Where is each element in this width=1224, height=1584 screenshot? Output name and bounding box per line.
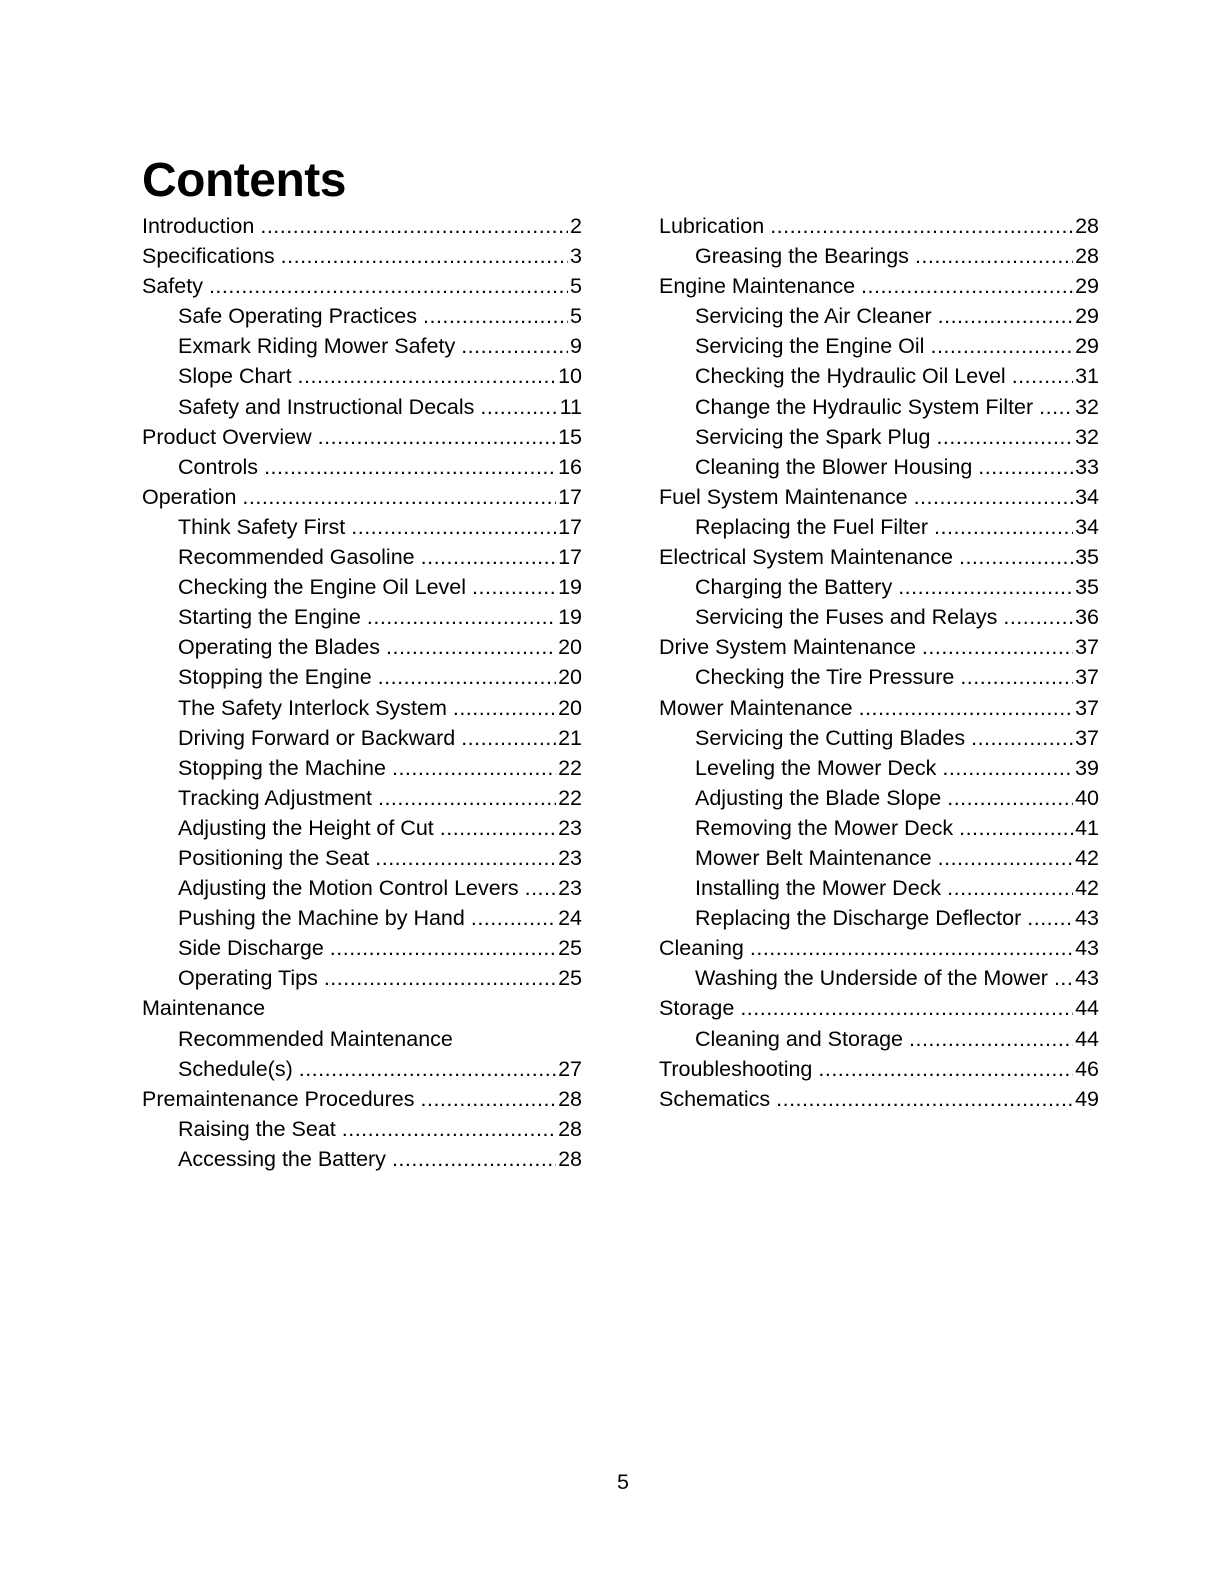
toc-entry-title: Electrical System Maintenance	[659, 545, 953, 570]
toc-entry-page: 11	[559, 394, 582, 419]
toc-entry-title: Drive System Maintenance	[659, 635, 916, 660]
toc-leader-dots	[330, 933, 556, 963]
toc-entry-page: 36	[1075, 605, 1099, 630]
toc-entry[interactable]	[142, 873, 582, 903]
toc-entry[interactable]	[659, 301, 1099, 331]
toc-entry-page: 22	[558, 755, 582, 780]
toc-entry-title: Slope Chart	[178, 364, 292, 389]
toc-leader-dots	[1003, 602, 1073, 632]
toc-entry[interactable]	[659, 1024, 1099, 1054]
toc-leader-dots	[1039, 392, 1073, 422]
toc-entry[interactable]	[142, 753, 582, 783]
toc-entry[interactable]	[142, 602, 582, 632]
toc-entry-page: 37	[1075, 695, 1099, 720]
toc-entry-title: Adjusting the Motion Control Levers	[178, 876, 519, 901]
toc-leader-dots	[260, 211, 568, 241]
toc-entry-title: Schematics	[659, 1086, 771, 1111]
toc-entry-title: Premaintenance Procedures	[142, 1086, 415, 1111]
toc-entry[interactable]	[142, 452, 582, 482]
toc-entry-title: Mower Belt Maintenance	[695, 845, 932, 870]
toc-entry[interactable]	[142, 903, 582, 933]
toc-entry-page: 28	[558, 1146, 582, 1171]
toc-leader-dots	[859, 693, 1073, 723]
toc-entry[interactable]	[659, 542, 1099, 572]
toc-entry-title: Side Discharge	[178, 936, 324, 961]
toc-entry-title: Washing the Underside of the Mower	[695, 966, 1048, 991]
toc-entry-page: 5	[570, 304, 582, 329]
toc-entry-page: 20	[558, 665, 582, 690]
toc-entry-page: 20	[558, 695, 582, 720]
toc-entry-page: 32	[1075, 424, 1099, 449]
toc-entry[interactable]	[142, 482, 582, 512]
toc-entry-page: 33	[1075, 454, 1099, 479]
toc-entry[interactable]	[659, 903, 1099, 933]
toc-entry-title: Stopping the Engine	[178, 665, 372, 690]
toc-entry-title: Lubrication	[659, 214, 765, 238]
toc-entry[interactable]	[659, 662, 1099, 692]
toc-leader-dots	[367, 602, 556, 632]
toc-leader-dots	[525, 873, 556, 903]
toc-entry[interactable]	[142, 632, 582, 662]
toc-entry-page: 10	[558, 364, 582, 389]
toc-entry-title: Exmark Riding Mower Safety	[178, 334, 456, 359]
toc-leader-dots	[242, 482, 556, 512]
toc-entry-title: Charging the Battery	[695, 575, 893, 600]
toc-entry[interactable]	[659, 753, 1099, 783]
toc-entry[interactable]	[659, 211, 1099, 241]
toc-entry-title: Think Safety First	[178, 514, 346, 539]
toc-leader-dots	[959, 813, 1073, 843]
toc-entry[interactable]	[142, 211, 582, 241]
toc-entry[interactable]	[142, 422, 582, 452]
toc-leader-dots	[471, 903, 556, 933]
toc-leader-dots	[440, 813, 556, 843]
toc-entry[interactable]	[659, 422, 1099, 452]
toc-entry[interactable]	[142, 512, 582, 542]
toc-leader-dots	[423, 301, 568, 331]
toc-entry-page: 43	[1075, 936, 1099, 961]
toc-entry-page: 34	[1075, 514, 1099, 539]
toc-entry[interactable]	[142, 783, 582, 813]
toc-entry[interactable]	[142, 392, 582, 422]
toc-leader-dots	[914, 482, 1074, 512]
toc-entry[interactable]	[142, 723, 582, 753]
toc-entry-page: 19	[558, 605, 582, 630]
toc-leader-dots	[461, 723, 556, 753]
toc-entry-page: 29	[1075, 274, 1099, 299]
toc-entry-page: 28	[1075, 214, 1099, 238]
toc-leader-dots	[930, 331, 1073, 361]
toc-entry-page: 25	[558, 966, 582, 991]
toc-entry[interactable]	[142, 542, 582, 572]
toc-entry-page: 22	[558, 785, 582, 810]
toc-entry-title: The Safety Interlock System	[178, 695, 447, 720]
toc-entry-page: 17	[558, 514, 582, 539]
toc-entry-page: 40	[1075, 785, 1099, 810]
toc-right-column	[659, 211, 1099, 1114]
toc-entry-title: Introduction	[142, 214, 255, 238]
toc-entry-page: 31	[1075, 364, 1099, 389]
toc-leader-dots	[971, 723, 1073, 753]
toc-leader-dots	[740, 993, 1073, 1023]
toc-entry-title: Replacing the Fuel Filter	[695, 514, 929, 539]
toc-entry[interactable]	[142, 693, 582, 723]
toc-entry-title: Tracking Adjustment	[178, 785, 372, 810]
toc-entry-title: Cleaning	[659, 936, 744, 961]
toc-entry[interactable]	[142, 271, 582, 301]
toc-leader-dots	[209, 271, 568, 301]
toc-entry[interactable]	[659, 963, 1099, 993]
toc-entry-page: 25	[558, 936, 582, 961]
toc-entry-page: 44	[1075, 1026, 1099, 1051]
toc-entry[interactable]	[659, 783, 1099, 813]
toc-entry-page: 42	[1075, 845, 1099, 870]
toc-entry-page: 35	[1075, 575, 1099, 600]
toc-entry-title: Adjusting the Height of Cut	[178, 815, 434, 840]
toc-entry[interactable]	[659, 241, 1099, 271]
toc-entry-page: 44	[1075, 996, 1099, 1021]
toc-entry-title: Adjusting the Blade Slope	[695, 785, 942, 810]
toc-leader-dots	[264, 452, 556, 482]
toc-entry-page: 15	[558, 424, 582, 449]
toc-entry[interactable]	[142, 331, 582, 361]
toc-entry[interactable]	[659, 572, 1099, 602]
toc-entry-title: Accessing the Battery	[178, 1146, 386, 1171]
toc-entry-page: 28	[1075, 244, 1099, 269]
toc-leader-dots	[421, 1084, 557, 1114]
toc-entry[interactable]	[142, 813, 582, 843]
toc-entry[interactable]	[142, 993, 582, 1023]
toc-entry-page: 9	[570, 334, 582, 359]
toc-entry-title: Safe Operating Practices	[178, 304, 418, 329]
toc-entry[interactable]	[659, 933, 1099, 963]
toc-leader-dots	[1054, 963, 1073, 993]
toc-entry-page: 20	[558, 635, 582, 660]
toc-entry-page: 29	[1075, 334, 1099, 359]
toc-leader-dots	[1027, 903, 1073, 933]
toc-entry[interactable]	[659, 693, 1099, 723]
toc-entry-page: 37	[1075, 635, 1099, 660]
toc-entry[interactable]	[659, 361, 1099, 391]
toc-leader-dots	[909, 1024, 1073, 1054]
toc-entry[interactable]	[659, 632, 1099, 662]
toc-entry[interactable]	[659, 331, 1099, 361]
toc-entry[interactable]	[659, 271, 1099, 301]
toc-entry[interactable]	[659, 452, 1099, 482]
toc-entry-page: 17	[558, 545, 582, 570]
toc-leader-dots	[934, 512, 1073, 542]
toc-entry-title: Servicing the Cutting Blades	[695, 725, 966, 750]
toc-entry[interactable]	[659, 873, 1099, 903]
toc-entry-title: Safety	[142, 274, 203, 299]
toc-leader-dots	[342, 1114, 556, 1144]
toc-entry-title: Specifications	[142, 244, 275, 269]
toc-entry-title: Pushing the Machine by Hand	[178, 906, 465, 931]
toc-entry[interactable]	[142, 361, 582, 391]
toc-entry-page: 2	[570, 214, 582, 238]
toc-entry-title: Safety and Instructional Decals	[178, 394, 475, 419]
toc-entry-title: Operating the Blades	[178, 635, 380, 660]
toc-entry-title: Troubleshooting	[659, 1056, 813, 1081]
toc-entry-page: 37	[1075, 665, 1099, 690]
toc-leader-dots	[938, 843, 1073, 873]
toc-leader-dots	[861, 271, 1073, 301]
toc-entry-title: Driving Forward or Backward	[178, 725, 456, 750]
toc-entry-page: 28	[558, 1086, 582, 1111]
toc-leader-dots	[421, 542, 556, 572]
toc-entry-title: Recommended Maintenance	[178, 1026, 453, 1051]
toc-leader-dots	[942, 753, 1073, 783]
page-title: Contents	[142, 154, 346, 207]
toc-entry-title: Checking the Engine Oil Level	[178, 575, 467, 600]
toc-entry-page: 41	[1075, 815, 1099, 840]
toc-entry-title: Cleaning the Blower Housing	[695, 454, 973, 479]
toc-entry[interactable]	[142, 662, 582, 692]
page-number: 5	[617, 1470, 629, 1494]
toc-leader-dots	[378, 783, 556, 813]
toc-entry-page: 17	[558, 484, 582, 509]
toc-entry-page: 27	[558, 1056, 582, 1081]
toc-entry[interactable]	[142, 572, 582, 602]
toc-entry-page: 19	[558, 575, 582, 600]
toc-entry-page: 16	[558, 454, 582, 479]
toc-leader-dots	[947, 873, 1073, 903]
toc-entry-title: Maintenance	[142, 996, 266, 1021]
toc-leader-dots	[318, 422, 556, 452]
toc-entry[interactable]	[659, 482, 1099, 512]
toc-entry-title: Servicing the Air Cleaner	[695, 304, 932, 329]
toc-leader-dots	[298, 361, 557, 391]
toc-entry-title: Leveling the Mower Deck	[695, 755, 937, 780]
toc-leader-dots	[938, 301, 1073, 331]
toc-entry-page: 49	[1075, 1086, 1099, 1111]
toc-entry[interactable]	[142, 933, 582, 963]
toc-entry-title: Engine Maintenance	[659, 274, 856, 299]
toc-entry-page: 34	[1075, 484, 1099, 509]
toc-leader-dots	[461, 331, 568, 361]
toc-entry-title: Installing the Mower Deck	[695, 876, 942, 901]
toc-entry-page: 43	[1075, 966, 1099, 991]
toc-entry[interactable]	[142, 963, 582, 993]
toc-leader-dots	[978, 452, 1073, 482]
toc-entry-page: 43	[1075, 906, 1099, 931]
toc-entry-title: Change the Hydraulic System Filter	[695, 394, 1034, 419]
toc-leader-dots	[776, 1084, 1073, 1114]
toc-entry[interactable]	[659, 1054, 1099, 1084]
toc-leader-dots	[936, 422, 1073, 452]
toc-entry-title: Storage	[659, 996, 735, 1021]
toc-entry-page: 42	[1075, 876, 1099, 901]
toc-entry-page: 21	[558, 725, 582, 750]
toc-entry-page: 29	[1075, 304, 1099, 329]
toc-entry[interactable]	[142, 241, 582, 271]
toc-entry-title: Starting the Engine	[178, 605, 361, 630]
toc-leader-dots	[947, 783, 1073, 813]
toc-leader-dots	[375, 843, 556, 873]
toc-entry-page: 32	[1075, 394, 1099, 419]
toc-entry-page: 46	[1075, 1056, 1099, 1081]
toc-leader-dots	[960, 662, 1073, 692]
toc-entry-title: Stopping the Machine	[178, 755, 386, 780]
toc-leader-dots	[915, 241, 1073, 271]
toc-leader-dots	[1012, 361, 1073, 391]
toc-entry-page: 3	[570, 244, 582, 269]
toc-leader-dots	[351, 512, 556, 542]
toc-leader-dots	[818, 1054, 1073, 1084]
toc-entry-title: Recommended Gasoline	[178, 545, 415, 570]
toc-entry-title: Checking the Tire Pressure	[695, 665, 955, 690]
toc-entry-continuation	[178, 1054, 582, 1084]
toc-leader-dots	[392, 1144, 556, 1174]
toc-entry-title-line2: Schedule(s)	[178, 1056, 293, 1081]
toc-entry-page: 37	[1075, 725, 1099, 750]
toc-leader-dots	[392, 753, 556, 783]
toc-entry-title: Operation	[142, 484, 237, 509]
toc-entry-page: 24	[558, 906, 582, 931]
toc-entry[interactable]	[659, 512, 1099, 542]
toc-entry[interactable]	[142, 1024, 582, 1084]
toc-entry-page: 39	[1075, 755, 1099, 780]
toc-entry[interactable]	[659, 392, 1099, 422]
toc-leader-dots	[898, 572, 1073, 602]
toc-entry-title: Mower Maintenance	[659, 695, 853, 720]
toc-entry[interactable]	[142, 843, 582, 873]
toc-entry-title: Raising the Seat	[178, 1116, 336, 1141]
toc-entry[interactable]	[659, 602, 1099, 632]
toc-entry-page: 28	[558, 1116, 582, 1141]
toc-entry-title: Checking the Hydraulic Oil Level	[695, 364, 1006, 389]
toc-entry[interactable]	[659, 843, 1099, 873]
toc-leader-dots	[324, 963, 556, 993]
toc-entry[interactable]	[142, 1084, 582, 1114]
toc-entry-title: Positioning the Seat	[178, 845, 370, 870]
toc-leader-dots	[299, 1054, 556, 1084]
toc-entry-title: Operating Tips	[178, 966, 318, 991]
toc-leader-dots	[750, 933, 1073, 963]
toc-leader-dots	[922, 632, 1073, 662]
toc-entry-title: Greasing the Bearings	[695, 244, 909, 269]
toc-leader-dots	[472, 572, 556, 602]
toc-entry[interactable]	[142, 1114, 582, 1144]
toc-entry-title: Replacing the Discharge Deflector	[695, 906, 1022, 931]
toc-entry-page: 23	[558, 815, 582, 840]
toc-leader-dots	[386, 632, 556, 662]
toc-entry-page: 23	[558, 845, 582, 870]
toc-leader-dots	[770, 211, 1073, 241]
toc-leader-dots	[453, 693, 556, 723]
toc-leader-dots	[281, 241, 568, 271]
toc-leader-dots	[378, 662, 556, 692]
toc-entry[interactable]	[142, 301, 582, 331]
toc-entry[interactable]	[659, 1084, 1099, 1114]
toc-entry-title: Controls	[178, 454, 259, 479]
toc-entry[interactable]	[659, 723, 1099, 753]
toc-leader-dots	[480, 392, 557, 422]
toc-entry-title: Servicing the Fuses and Relays	[695, 605, 998, 630]
toc-entry[interactable]	[659, 993, 1099, 1023]
toc-entry-page: 35	[1075, 545, 1099, 570]
toc-entry-title: Cleaning and Storage	[695, 1026, 903, 1051]
toc-entry-title: Product Overview	[142, 424, 312, 449]
toc-left-column	[142, 211, 582, 1174]
toc-entry-title: Servicing the Spark Plug	[695, 424, 931, 449]
toc-entry-page: 23	[558, 876, 582, 901]
toc-leader-dots	[959, 542, 1073, 572]
toc-entry-title: Servicing the Engine Oil	[695, 334, 925, 359]
toc-entry[interactable]	[142, 1144, 582, 1174]
toc-entry-title: Fuel System Maintenance	[659, 484, 908, 509]
toc-entry[interactable]	[659, 813, 1099, 843]
toc-entry-title: Removing the Mower Deck	[695, 815, 954, 840]
toc-entry-page: 5	[570, 274, 582, 299]
